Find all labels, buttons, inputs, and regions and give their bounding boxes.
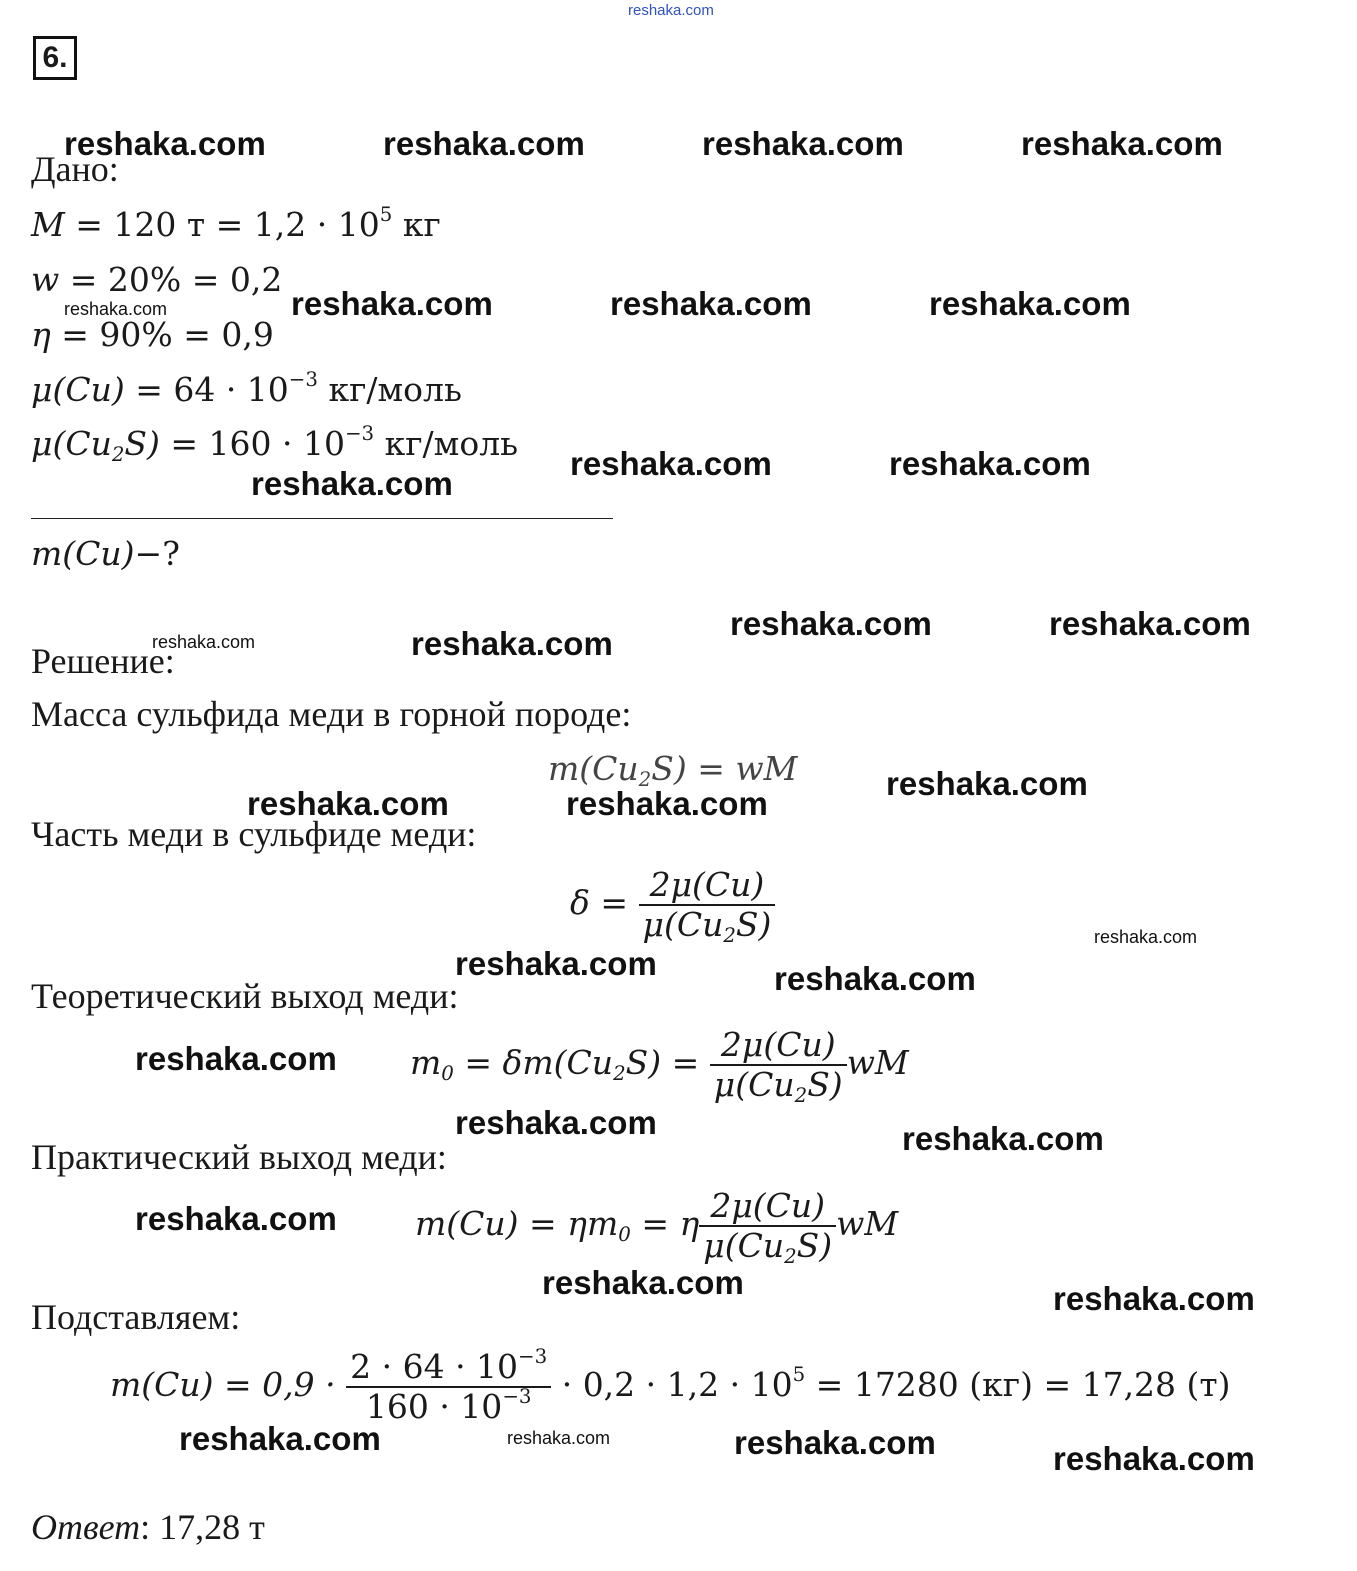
molar-cu-unit: кг/моль — [317, 370, 462, 409]
step2-fraction — [639, 865, 776, 947]
watermark: reshaka.com — [730, 605, 932, 642]
watermark: reshaka.com — [566, 785, 768, 822]
given-mass — [31, 205, 441, 244]
answer — [31, 1506, 265, 1548]
molar-cu-exponent: −3 — [288, 368, 318, 392]
watermark: reshaka.com — [64, 125, 266, 162]
step4-fraction — [699, 1186, 836, 1268]
given-molar-cu — [31, 370, 462, 409]
mass-exponent: 5 — [379, 203, 393, 227]
solution-heading: Решение: — [31, 641, 175, 681]
watermark: reshaka.com — [455, 1104, 657, 1141]
watermark: reshaka.com — [1021, 125, 1223, 162]
step5-text: Подставляем: — [31, 1297, 241, 1337]
step1-formula — [548, 749, 798, 791]
step5-result: = 17280 (кг) = 17,28 (т) — [805, 1364, 1231, 1404]
mass-unit: кг — [392, 205, 441, 244]
step4-tail: wM — [836, 1203, 899, 1243]
watermark: reshaka.com — [383, 125, 585, 162]
watermark: reshaka.com — [542, 1264, 744, 1301]
watermark: reshaka.com — [179, 1420, 381, 1457]
watermark: reshaka.com — [291, 285, 493, 322]
find-question: −? — [134, 534, 180, 573]
molar-cu2s-subscript: 2 — [111, 442, 125, 466]
step5-denominator: $160 \cdot 10^{-3}$ — [365, 1385, 532, 1426]
molar-cu-symbol: μ(Cu) — [31, 370, 125, 409]
mass-symbol: M — [31, 205, 65, 244]
watermark: reshaka.com — [1094, 927, 1198, 947]
step2-numerator: 2μ(Cu) — [639, 866, 776, 906]
molar-cu2s-symbol-b: S) — [124, 424, 160, 463]
watermark: reshaka.com — [702, 125, 904, 162]
watermark: reshaka.com — [135, 1040, 337, 1077]
step5-multipliers: · 0,2 · 1,2 · 10 — [551, 1364, 793, 1404]
molar-cu2s-exponent: −3 — [344, 422, 375, 446]
given-molar-cu2s — [31, 422, 519, 466]
watermark: reshaka.com — [1049, 605, 1251, 642]
step5-formula — [110, 1345, 1231, 1426]
watermark: reshaka.com — [570, 445, 772, 482]
find-unknown — [31, 534, 180, 573]
step2-denominator: $\mu(Cu_2S)$ — [642, 904, 772, 947]
molar-cu-value: = 64 · 10 — [124, 370, 289, 409]
given-fraction — [31, 260, 282, 299]
step1-formula-b: S) = wM — [651, 749, 798, 788]
watermark: reshaka.com — [411, 625, 613, 662]
answer-label: Ответ — [31, 1507, 141, 1547]
step5-multiplier-exponent: 5 — [792, 1363, 806, 1387]
watermark: reshaka.com — [455, 945, 657, 982]
step4-text: Практический выход меди: — [31, 1137, 447, 1177]
step5-lhs: m(Cu) = 0,9 · — [110, 1364, 347, 1404]
step1-text: Масса сульфида меди в горной породе: — [31, 694, 632, 734]
watermark: reshaka.com — [251, 465, 453, 502]
step3-fraction — [710, 1025, 847, 1107]
watermark: reshaka.com — [507, 1428, 611, 1448]
watermark: reshaka.com — [135, 1200, 337, 1237]
watermark: reshaka.com — [1053, 1440, 1255, 1477]
step4-denominator: $\mu(Cu_2S)$ — [703, 1225, 833, 1268]
step3-tail: wM — [846, 1042, 909, 1082]
step2-formula — [570, 865, 775, 947]
efficiency-value: = 90% = 0,9 — [50, 315, 274, 354]
watermark: reshaka.com — [610, 285, 812, 322]
step3-denominator: $\mu(Cu_2S)$ — [713, 1064, 843, 1107]
molar-cu2s-unit: кг/моль — [374, 424, 519, 463]
efficiency-symbol: η — [31, 315, 51, 354]
step1-formula-a: m(Cu — [548, 749, 639, 788]
watermark: reshaka.com — [1053, 1280, 1255, 1317]
delta-symbol: δ = — [570, 882, 639, 922]
task-number-box: 6. — [33, 36, 77, 80]
watermark: reshaka.com — [929, 285, 1131, 322]
step3-formula: $m_0 = \delta m(Cu_2S)$ = $\frac{2\mu(Cu)}{\mu(Cu_2S)}$ wM — [410, 1025, 909, 1107]
watermark: reshaka.com — [247, 785, 449, 822]
given-divider — [31, 518, 613, 519]
step5-fraction — [346, 1345, 551, 1426]
watermark: reshaka.com — [889, 445, 1091, 482]
step1-formula-sub: 2 — [638, 767, 652, 791]
site-url[interactable]: reshaka.com — [628, 2, 714, 19]
given-efficiency — [31, 315, 274, 354]
fraction-value: = 20% = 0,2 — [59, 260, 283, 299]
answer-value: : 17,28 т — [140, 1507, 265, 1547]
step3-text: Теоретический выход меди: — [31, 976, 459, 1016]
watermark: reshaka.com — [774, 960, 976, 997]
step5-numerator: $2 \cdot 64 \cdot 10^{-3}$ — [346, 1348, 551, 1388]
step3-numerator: 2μ(Cu) — [710, 1026, 847, 1066]
watermark: reshaka.com — [886, 765, 1088, 802]
molar-cu2s-symbol-a: μ(Cu — [31, 424, 112, 463]
find-symbol: m(Cu) — [31, 534, 135, 573]
watermark: reshaka.com — [64, 299, 168, 319]
watermark: reshaka.com — [902, 1120, 1104, 1157]
step4-formula: $m(Cu) = \eta m_0 = \eta$ $\frac{2\mu(Cu)}{\mu(Cu_2S)}$ wM — [415, 1186, 899, 1268]
fraction-symbol: w — [31, 260, 60, 299]
molar-cu2s-value: = 160 · 10 — [159, 424, 345, 463]
step4-numerator: 2μ(Cu) — [699, 1187, 836, 1227]
given-heading: Дано: — [31, 149, 119, 189]
mass-value: = 120 т = 1,2 · 10 — [64, 205, 380, 244]
watermark: reshaka.com — [152, 632, 256, 652]
step2-text: Часть меди в сульфиде меди: — [31, 814, 477, 854]
watermark: reshaka.com — [734, 1424, 936, 1461]
